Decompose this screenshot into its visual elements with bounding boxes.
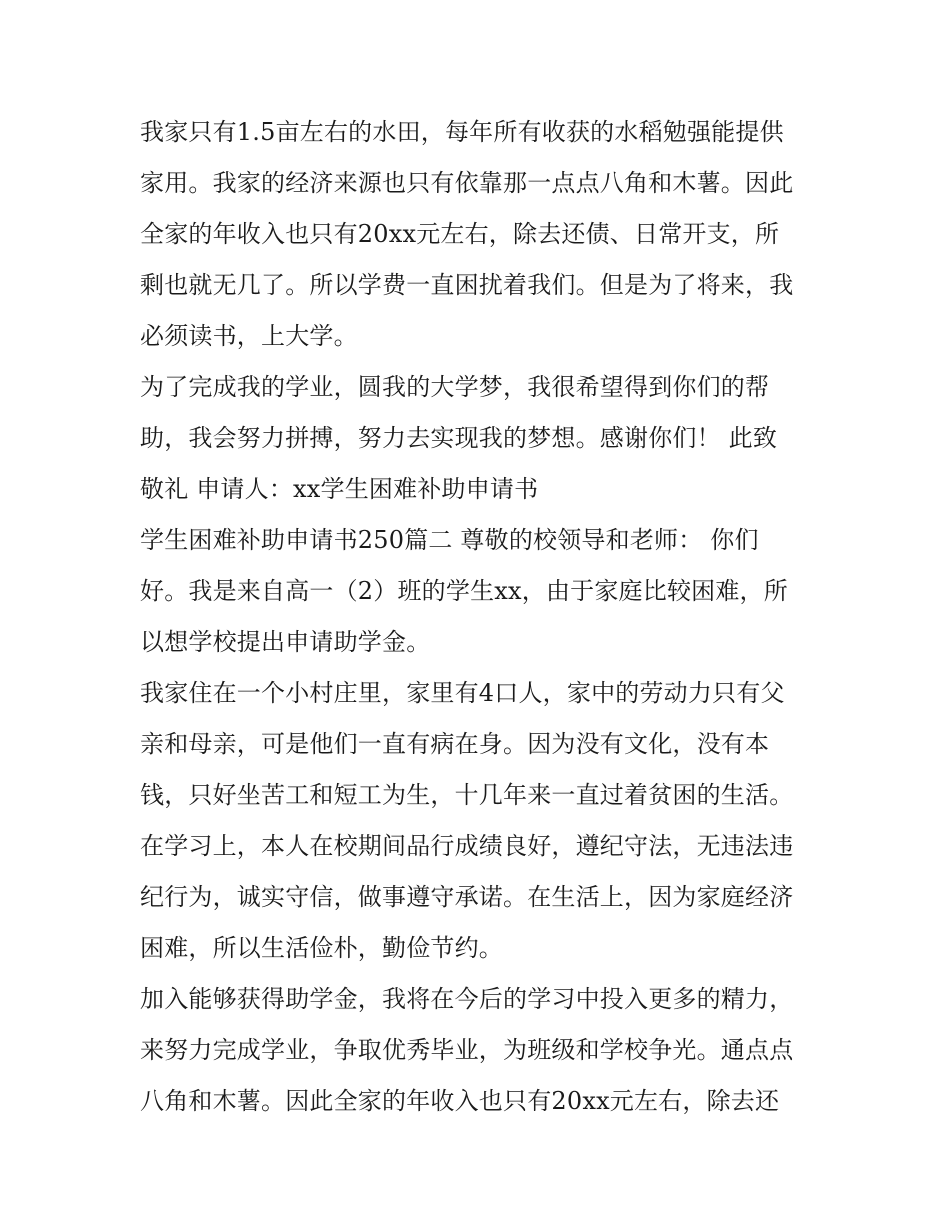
text-line: 我家住在一个小村庄里，家里有4口人，家中的劳动力只有父: [140, 679, 785, 707]
text-line: 我家只有1.5亩左右的水田，每年所有收获的水稻勉强能提供: [140, 118, 784, 146]
text-line: 以想学校提出申请助学金。: [140, 628, 431, 656]
text-line: 在学习上，本人在校期间品行成绩良好，遵纪守法，无违法违: [140, 832, 794, 860]
text-line: 为了完成我的学业，圆我的大学梦，我很希望得到你们的帮: [140, 373, 770, 401]
text-line: 八角和木薯。因此全家的年收入也只有20xx元左右，除去还: [140, 1087, 780, 1115]
text-line: 好。我是来自高一（2）班的学生xx，由于家庭比较困难，所: [140, 577, 788, 605]
text-line: 全家的年收入也只有20xx元左右，除去还债、日常开支，所: [140, 220, 780, 248]
text-line: 敬礼 申请人：xx学生困难补助申请书: [140, 475, 539, 503]
text-line: 剩也就无几了。所以学费一直困扰着我们。但是为了将来，我: [140, 271, 794, 299]
text-line: 助，我会努力拼搏，努力去实现我的梦想。感谢你们！ 此致: [140, 424, 778, 452]
text-line: 纪行为，诚实守信，做事遵守承诺。在生活上，因为家庭经济: [140, 883, 794, 911]
text-line: 家用。我家的经济来源也只有依靠那一点点八角和木薯。因此: [140, 169, 794, 197]
text-line: 亲和母亲，可是他们一直有病在身。因为没有文化，没有本: [140, 730, 770, 758]
text-line: 困难，所以生活俭朴，勤俭节约。: [140, 934, 503, 962]
text-line: 必须读书，上大学。: [140, 322, 358, 350]
text-line: 加入能够获得助学金，我将在今后的学习中投入更多的精力，: [140, 985, 794, 1013]
text-line: 来努力完成学业，争取优秀毕业，为班级和学校争光。通点点: [140, 1036, 794, 1064]
document-body: [140, 107, 820, 1127]
text-line: 学生困难补助申请书250篇二 尊敬的校领导和老师： 你们: [140, 526, 759, 554]
text-line: 钱，只好坐苦工和短工为生，十几年来一直过着贫困的生活。: [140, 781, 794, 809]
